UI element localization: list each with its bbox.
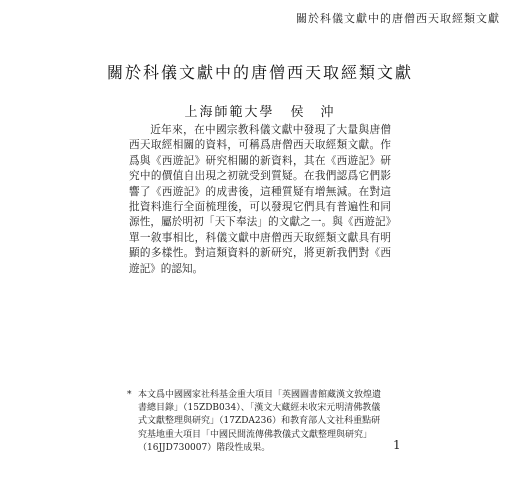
article-title: 關於科儀文獻中的唐僧西天取經類文獻 [106, 63, 413, 82]
abstract-paragraph: 近年來，在中國宗教科儀文獻中發現了大量與唐僧西天取經相關的資料，可稱爲唐僧西天取經類文獻。作爲與《西遊記》研究相關的新資料，其在《西遊記》研究中的價值自出現之初就受到質疑。在我們認爲它們影響了《西遊記》的成書後，這種質疑有增無減。在對這批資料進行全面梳理後，可以發現它們具有普遍性和同源性，屬於明初「天下奉法」的文獻之一。與《西遊記》單一敘事相比，科儀文獻中唐僧西天取經類文獻具有明顯的多樣性。對這類資料的新研究，將更新我們對《西遊記》的認知。 [129, 124, 391, 275]
author-line [0, 101, 520, 120]
footnote [127, 389, 388, 455]
page-number: 1 [393, 438, 401, 452]
author-affiliation: 上海師範大學 [184, 105, 275, 120]
footnote-text: 本文爲中國國家社科基金重大項目「英國圖書館藏漢文敦煌遺書總目錄」（15ZDB034）、「漢文大藏經未收宋元明清佛教儀式文獻整理與研究」（17ZDA236）和教育部人文社科重點研究基地重大項目「中國民間流傳佛教儀式文獻整理與研究」（16JJD730007）階段性成果。 [138, 390, 382, 453]
running-header: 關於科儀文獻中的唐僧西天取經類文獻 [296, 12, 500, 25]
footnote-mark: * [127, 390, 132, 400]
abstract [129, 123, 391, 277]
author-name: 侯 沖 [290, 105, 336, 120]
